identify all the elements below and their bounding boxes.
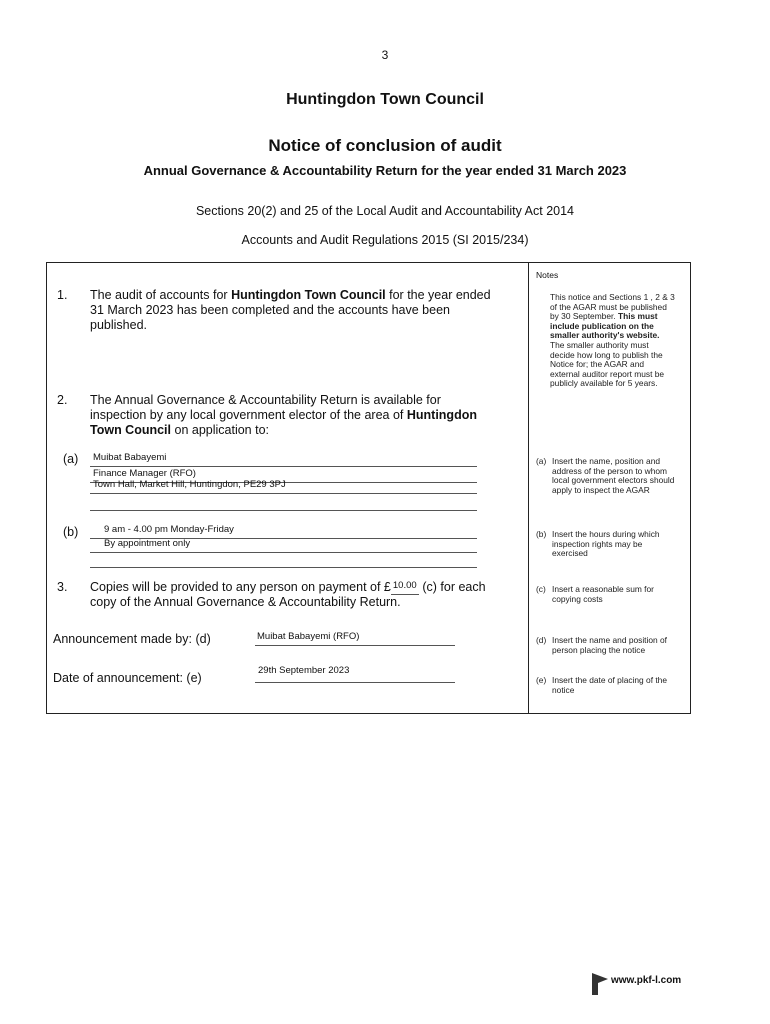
item-a-address: Town Hall, Market Hill, Huntingdon, PE29 3PJ (93, 479, 286, 490)
item3-pre: Copies will be provided to any person on payment of £ (90, 580, 391, 594)
agar-title: Annual Governance & Accountability Return for the year ended 31 March 2023 (143, 163, 627, 178)
item3-amount-field (391, 580, 419, 595)
item1-text (90, 288, 525, 333)
item-b-line3 (90, 552, 477, 568)
note-c (536, 585, 688, 607)
note-e-l2: notice (552, 684, 575, 695)
notes-intro-l6: The smaller authority must (550, 339, 649, 350)
notes-heading: Notes (536, 270, 559, 280)
note-c-l2: copying costs (552, 593, 603, 604)
note-c-label: (c) (536, 584, 546, 594)
note-b (536, 530, 688, 564)
page-number: 3 (381, 48, 389, 62)
item2-text (90, 393, 525, 438)
item1-pre: The audit of accounts for (90, 288, 232, 302)
item3-text (90, 580, 525, 610)
note-e-label: (e) (536, 675, 547, 685)
item2-line3-post: on application to: (171, 423, 270, 437)
notes-intro-l5: smaller authority's website. (550, 330, 660, 341)
item1-line3: published. (90, 318, 147, 332)
note-a-l2: address of the person to whom (552, 465, 667, 476)
item2-number: 2. (57, 393, 68, 407)
item1-post: for the year ended (385, 288, 491, 302)
item-a-name: Muibat Babayemi (93, 452, 167, 463)
note-a-l3: local government electors should (552, 475, 675, 486)
note-c-l1: Insert a reasonable sum for (552, 584, 654, 594)
council-name: Huntingdon Town Council (286, 91, 484, 108)
note-e (536, 676, 688, 698)
note-a-l4: apply to inspect the AGAR (552, 484, 650, 495)
item1-line2: 31 March 2023 has been completed and the accounts have been (90, 303, 450, 317)
item3-post: (c) for each (418, 580, 486, 594)
announcement-value: Muibat Babayemi (RFO) (257, 631, 360, 642)
date-label: Date of announcement: (e) (53, 671, 202, 685)
note-b-l3: exercised (552, 548, 588, 559)
note-a-label: (a) (536, 456, 547, 466)
note-b-label: (b) (536, 529, 547, 539)
note-d-l1: Insert the name and position of (552, 635, 667, 645)
item-b-line1 (90, 522, 477, 539)
date-field (255, 663, 455, 683)
item-a-position: Finance Manager (RFO) (93, 468, 196, 479)
item2-line1: The Annual Governance & Accountability Return is available for (90, 393, 441, 407)
item3-number: 3. (57, 580, 68, 594)
item1-council: Huntingdon Town Council (231, 288, 386, 302)
item2-line2-bold: Huntingdon (406, 408, 477, 422)
note-b-l1: Insert the hours during which (552, 529, 660, 539)
notes-intro-l8: Notice for; the AGAR and (550, 359, 645, 370)
note-d-l2: person placing the notice (552, 644, 646, 655)
item3-amount: 10.00 (392, 580, 417, 591)
note-b-l2: inspection rights may be (552, 538, 643, 549)
notes-intro-l9: external auditor report must be (550, 368, 665, 379)
note-a (536, 457, 688, 501)
item-b-appointment: By appointment only (104, 538, 191, 549)
notes-intro-l2: of the AGAR must be published (550, 301, 667, 312)
notes-intro-l7: decide how long to publish the (550, 349, 663, 360)
item-b-line2 (90, 538, 477, 553)
item-a-line4 (90, 493, 477, 511)
notes-intro-l3-bold: This must (617, 311, 658, 322)
note-d (536, 636, 688, 658)
item2-line3-bold: Town Council (90, 423, 172, 437)
pkf-logo-icon (592, 973, 608, 995)
notes-intro (550, 293, 688, 389)
notes-intro-l10: publicly available for 5 years. (550, 378, 658, 389)
notes-intro-l3: by 30 September. (550, 311, 618, 322)
item-b-label: (b) (63, 525, 79, 539)
sections-line: Sections 20(2) and 25 of the Local Audit and Accountability Act 2014 (195, 204, 575, 218)
notes-intro-l4: include publication on the (550, 320, 654, 331)
item1-number: 1. (57, 288, 68, 302)
notice-title: Notice of conclusion of audit (268, 136, 502, 155)
item2-line2-pre: inspection by any local government elector of the area of (90, 408, 407, 422)
item3-line2: copy of the Annual Governance & Accountability Return. (90, 595, 401, 609)
footer-website: www.pkf-l.com (611, 975, 682, 986)
notes-intro-l1: This notice and Sections 1 , 2 & 3 (550, 292, 675, 302)
item-a-label: (a) (63, 452, 79, 466)
date-value: 29th September 2023 (258, 665, 350, 676)
item-a-line1 (90, 450, 477, 467)
note-a-l1: Insert the name, position and (552, 456, 661, 466)
note-d-label: (d) (536, 635, 547, 645)
item-b-hours: 9 am - 4.00 pm Monday-Friday (104, 524, 234, 535)
notes-divider (528, 262, 529, 714)
announcement-label: Announcement made by: (d) (53, 632, 211, 646)
note-e-l1: Insert the date of placing of the (552, 675, 668, 685)
announcement-field (255, 630, 455, 646)
regulations-line: Accounts and Audit Regulations 2015 (SI 2015/234) (241, 233, 529, 247)
